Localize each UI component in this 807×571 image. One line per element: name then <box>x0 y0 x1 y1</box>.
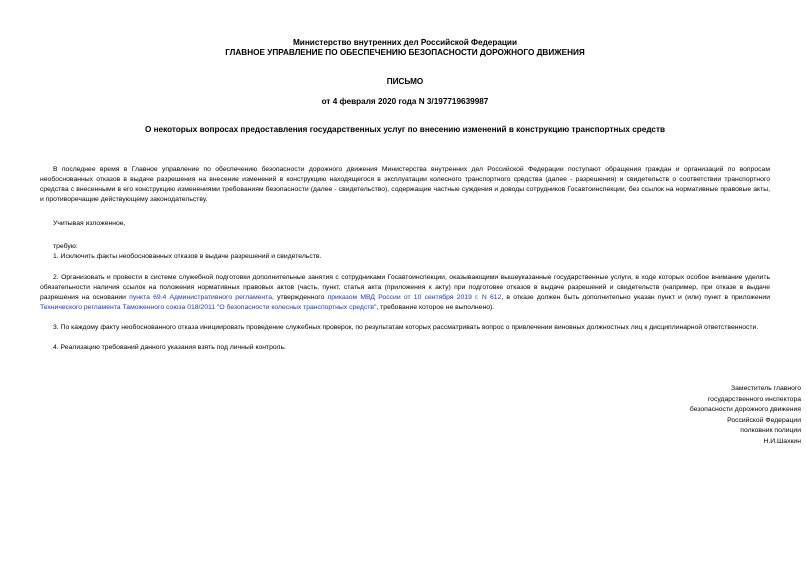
item-2-text-1: 2. Организовать и провести в системе служебной подготовки дополнительные занятия с сотрудниками Госавтоинспекции, оказывающими вышеуказанные государственные услуги, в ходе которых особое внимание уделить обязательности наличия ссылок на положения нормативных правовых актов (часть, пункт, статья акта (приложения к акту) при подготовке отказов в выдаче разрешений и свидетельств (например, при отказе в выдаче разрешения на основании <box>40 274 770 301</box>
signature-name: Н.И.Шахкин <box>763 437 801 445</box>
signature-line-country: Российской Федерации <box>727 416 801 424</box>
intro-paragraph: В последнее время в Главное управление по обеспечению безопасности дорожного движения Министерства внутренних дел Российской Федерации поступают обращения граждан и организаций по вопросам необоснованных отказов в выдаче разрешения на внесение изменений в конструкцию находящегося в эксплуатации колесного транспортного средства (далее - разрешения) и свидетельств о соответствии транспортного средства с внесенными в его конструкцию изменениями требованиям безопасности (далее - свидетельство), содержащие частные суждения и доводы сотрудников Госавтоинспекции, без ссылок на нормативные правовые акты, и противоречащие действующему законодательству. <box>40 166 770 203</box>
document-title: О некоторых вопросах предоставления государственных услуг по внесению изменений в конструкцию транспортных средств <box>144 125 666 134</box>
item-2-text-4: , требование которое не выполнено). <box>376 304 495 311</box>
link-regulation-clause[interactable]: пункта 69.4 Административного регламента <box>129 294 272 301</box>
item-3-paragraph: 3. По каждому факту необоснованного отказа инициировать проведение служебных проверок, по результатам которых рассматривать вопрос о привлечении виновных должностных лиц к дисциплинарной ответственности. <box>53 324 759 331</box>
link-technical-regulation[interactable]: Технического регламента Таможенного союза 018/2011 "О безопасности колесных транспортных средств" <box>40 304 377 311</box>
link-mvd-order[interactable]: приказом МВД России от 10 сентября 2019 г. N 612 <box>327 294 502 301</box>
considering-paragraph: Учитывая изложенное, <box>53 220 126 227</box>
document-type: ПИСЬМО <box>386 77 424 86</box>
signature-line-title: государственного инспектора <box>707 395 801 403</box>
item-1-paragraph: 1. Исключить факты необоснованных отказов в выдаче разрешений и свидетельств. <box>53 253 322 260</box>
document-page <box>40 38 770 353</box>
signature-block <box>690 384 801 448</box>
department-name: ГЛАВНОЕ УПРАВЛЕНИЕ ПО ОБЕСПЕЧЕНИЮ БЕЗОПАСНОСТИ ДОРОЖНОГО ДВИЖЕНИЯ <box>225 48 585 57</box>
item-2-text-3: , в отказе должен быть дополнительно указан пункт и (или) пункт в приложении <box>501 294 771 301</box>
signature-line-rank: полковник полиции <box>740 427 801 435</box>
signature-line-position: Заместитель главного <box>731 385 801 392</box>
require-paragraph: требую: <box>53 243 78 250</box>
item-4-paragraph: 4. Реализацию требований данного указания взять под личный контроль. <box>53 344 286 351</box>
signature-line-department: безопасности дорожного движения <box>689 406 801 414</box>
document-body <box>40 165 770 353</box>
document-date-number: от 4 февраля 2020 года N 3/197719639987 <box>321 97 489 106</box>
item-2-text-2: , утвержденного <box>271 294 328 301</box>
ministry-name: Министерство внутренних дел Российской Федерации <box>292 38 517 47</box>
item-2-paragraph <box>40 273 770 313</box>
